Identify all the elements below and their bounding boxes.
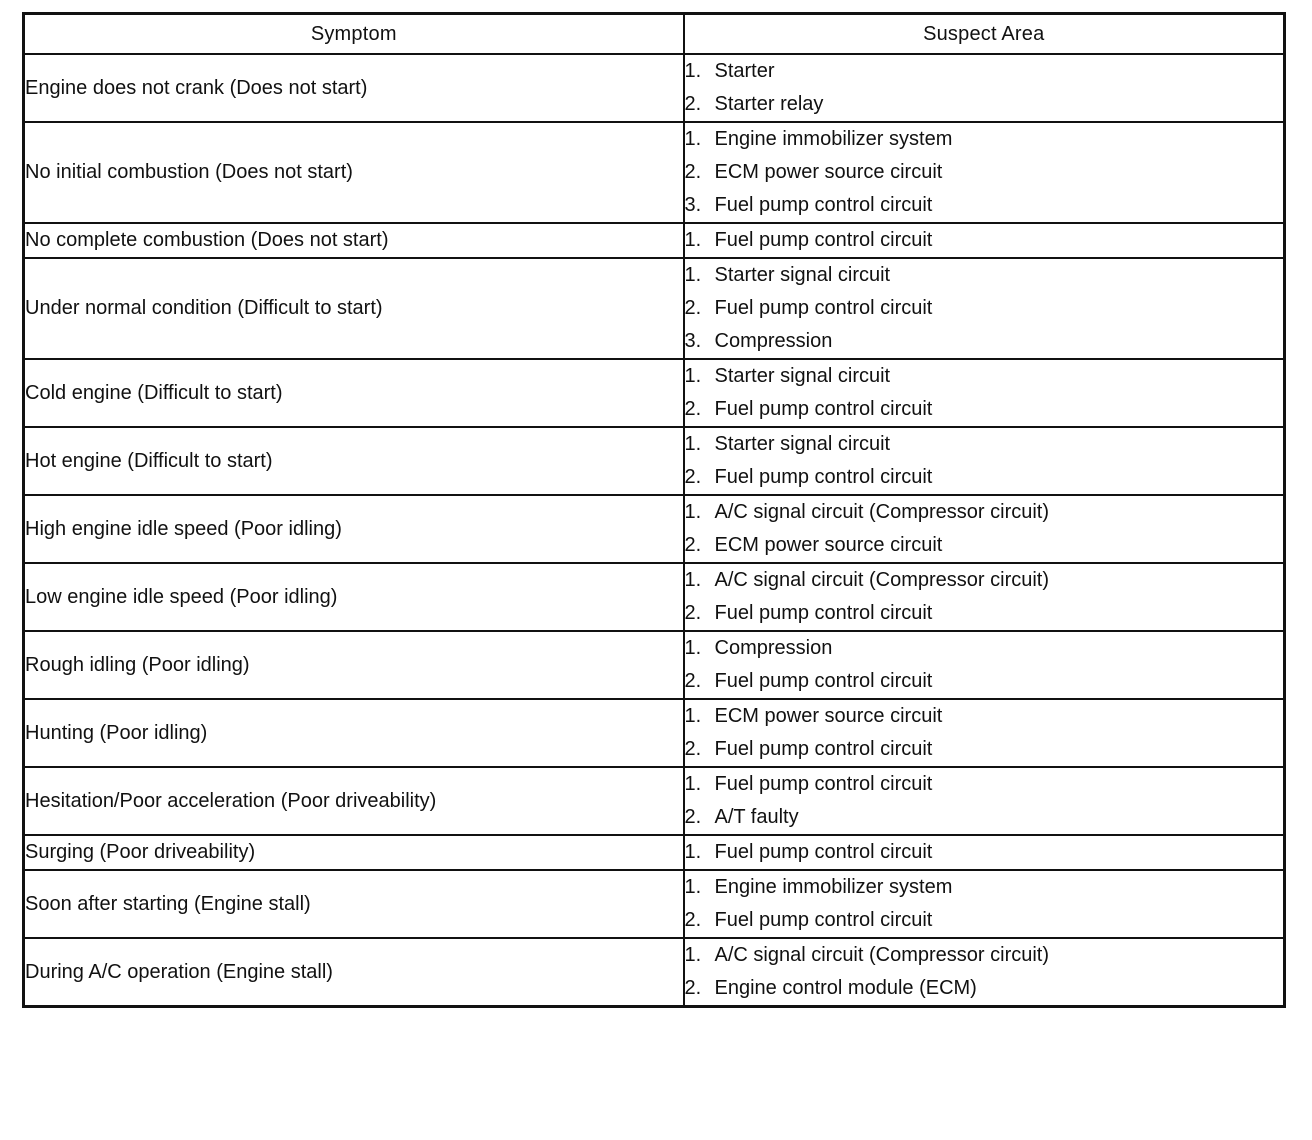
item-number: 2. xyxy=(684,297,702,319)
item-text: ECM power source circuit xyxy=(714,705,943,727)
item-text: Starter signal circuit xyxy=(714,433,891,455)
item-number: 1. xyxy=(684,128,702,150)
item-number: 2. xyxy=(684,738,702,760)
symptom-cell: No initial combustion (Does not start) xyxy=(24,122,684,223)
suspect-area-item xyxy=(685,836,1284,869)
suspect-area-cell xyxy=(684,563,1285,631)
item-number: 1. xyxy=(684,60,702,82)
item-number: 2. xyxy=(684,398,702,420)
item-text: Engine immobilizer system xyxy=(714,128,953,150)
symptom-cell: Hesitation/Poor acceleration (Poor driveability) xyxy=(24,767,684,835)
item-number: 3. xyxy=(684,330,702,352)
item-number: 1. xyxy=(684,637,702,659)
suspect-area-item xyxy=(685,904,1284,937)
suspect-area-cell xyxy=(684,54,1285,122)
suspect-area-item xyxy=(685,123,1284,156)
symptom-cell: Rough idling (Poor idling) xyxy=(24,631,684,699)
item-number: 1. xyxy=(684,433,702,455)
item-number: 1. xyxy=(684,944,702,966)
item-number: 1. xyxy=(684,264,702,286)
suspect-area-list xyxy=(685,55,1284,121)
suspect-area-item xyxy=(685,393,1284,426)
item-number: 2. xyxy=(684,670,702,692)
symptom-cell: Hunting (Poor idling) xyxy=(24,699,684,767)
table-row xyxy=(24,938,1285,1007)
suspect-area-item xyxy=(685,597,1284,630)
suspect-area-cell xyxy=(684,427,1285,495)
suspect-area-item xyxy=(685,564,1284,597)
item-text: Fuel pump control circuit xyxy=(714,602,933,624)
suspect-area-item xyxy=(685,360,1284,393)
item-text: Fuel pump control circuit xyxy=(714,229,933,251)
symptom-table xyxy=(22,12,1286,1008)
item-number: 1. xyxy=(684,501,702,523)
table-body xyxy=(24,54,1285,1007)
symptom-cell: Engine does not crank (Does not start) xyxy=(24,54,684,122)
suspect-area-cell xyxy=(684,699,1285,767)
suspect-area-list xyxy=(685,428,1284,494)
suspect-area-item xyxy=(685,259,1284,292)
suspect-area-item xyxy=(685,665,1284,698)
symptom-cell: Low engine idle speed (Poor idling) xyxy=(24,563,684,631)
item-number: 1. xyxy=(684,229,702,251)
symptom-cell: Surging (Poor driveability) xyxy=(24,835,684,870)
item-number: 3. xyxy=(684,194,702,216)
item-text: Fuel pump control circuit xyxy=(714,670,933,692)
item-number: 2. xyxy=(684,466,702,488)
table-row xyxy=(24,427,1285,495)
item-number: 1. xyxy=(684,569,702,591)
suspect-area-item xyxy=(685,156,1284,189)
item-number: 2. xyxy=(684,602,702,624)
table-row xyxy=(24,767,1285,835)
suspect-area-cell xyxy=(684,938,1285,1007)
item-text: Starter relay xyxy=(714,93,824,115)
symptom-cell: No complete combustion (Does not start) xyxy=(24,223,684,258)
suspect-area-item xyxy=(685,632,1284,665)
item-text: A/T faulty xyxy=(714,806,799,828)
item-text: ECM power source circuit xyxy=(714,534,943,556)
suspect-area-list xyxy=(685,224,1284,257)
item-number: 1. xyxy=(684,365,702,387)
table-row xyxy=(24,699,1285,767)
item-text: ECM power source circuit xyxy=(714,161,943,183)
suspect-area-item xyxy=(685,733,1284,766)
suspect-area-cell xyxy=(684,359,1285,427)
suspect-area-item xyxy=(685,88,1284,121)
item-text: Compression xyxy=(714,637,833,659)
item-number: 2. xyxy=(684,806,702,828)
item-number: 2. xyxy=(684,161,702,183)
item-number: 2. xyxy=(684,93,702,115)
item-number: 1. xyxy=(684,876,702,898)
suspect-area-cell xyxy=(684,223,1285,258)
table-row xyxy=(24,870,1285,938)
symptom-cell: Hot engine (Difficult to start) xyxy=(24,427,684,495)
suspect-area-cell xyxy=(684,258,1285,359)
item-text: Starter xyxy=(714,60,775,82)
header-row xyxy=(24,14,1285,55)
item-text: Fuel pump control circuit xyxy=(714,194,933,216)
table-row xyxy=(24,258,1285,359)
suspect-area-item xyxy=(685,939,1284,972)
suspect-area-list xyxy=(685,360,1284,426)
suspect-area-item xyxy=(685,224,1284,257)
item-text: Engine immobilizer system xyxy=(714,876,953,898)
suspect-area-list xyxy=(685,632,1284,698)
suspect-area-item xyxy=(685,292,1284,325)
item-text: Engine control module (ECM) xyxy=(714,977,977,999)
item-text: Compression xyxy=(714,330,833,352)
symptom-cell: Soon after starting (Engine stall) xyxy=(24,870,684,938)
symptom-header: Symptom xyxy=(24,14,684,55)
item-text: Fuel pump control circuit xyxy=(714,297,933,319)
suspect-area-list xyxy=(685,836,1284,869)
item-text: Fuel pump control circuit xyxy=(714,773,933,795)
item-text: Fuel pump control circuit xyxy=(714,466,933,488)
suspect-area-item xyxy=(685,972,1284,1005)
table-row xyxy=(24,359,1285,427)
item-text: Fuel pump control circuit xyxy=(714,909,933,931)
symptom-cell: High engine idle speed (Poor idling) xyxy=(24,495,684,563)
suspect-area-item xyxy=(685,461,1284,494)
suspect-area-item xyxy=(685,700,1284,733)
suspect-area-item xyxy=(685,55,1284,88)
table-row xyxy=(24,223,1285,258)
suspect-area-item xyxy=(685,768,1284,801)
suspect-area-item xyxy=(685,189,1284,222)
suspect-area-item xyxy=(685,801,1284,834)
suspect-area-cell xyxy=(684,495,1285,563)
item-text: Starter signal circuit xyxy=(714,365,891,387)
item-number: 1. xyxy=(684,841,702,863)
suspect-area-cell xyxy=(684,835,1285,870)
suspect-area-cell xyxy=(684,767,1285,835)
suspect-area-item xyxy=(685,496,1284,529)
document-page xyxy=(22,12,1283,1008)
suspect-area-list xyxy=(685,768,1284,834)
suspect-area-list xyxy=(685,123,1284,222)
table-row xyxy=(24,54,1285,122)
item-text: Fuel pump control circuit xyxy=(714,738,933,760)
item-text: A/C signal circuit (Compressor circuit) xyxy=(714,501,1050,523)
symptom-cell: Under normal condition (Difficult to start) xyxy=(24,258,684,359)
item-text: Starter signal circuit xyxy=(714,264,891,286)
suspect-area-cell xyxy=(684,631,1285,699)
suspect-area-item xyxy=(685,871,1284,904)
table-row xyxy=(24,122,1285,223)
suspect-area-item xyxy=(685,428,1284,461)
item-text: Fuel pump control circuit xyxy=(714,841,933,863)
table-row xyxy=(24,563,1285,631)
suspect-area-list xyxy=(685,564,1284,630)
table-row xyxy=(24,631,1285,699)
suspect-area-list xyxy=(685,939,1284,1005)
item-number: 2. xyxy=(684,977,702,999)
suspect-area-item xyxy=(685,529,1284,562)
suspect-area-cell xyxy=(684,870,1285,938)
item-number: 1. xyxy=(684,705,702,727)
suspect-area-list xyxy=(685,700,1284,766)
suspect-area-header: Suspect Area xyxy=(684,14,1285,55)
item-number: 2. xyxy=(684,534,702,556)
suspect-area-cell xyxy=(684,122,1285,223)
item-text: Fuel pump control circuit xyxy=(714,398,933,420)
symptom-cell: During A/C operation (Engine stall) xyxy=(24,938,684,1007)
suspect-area-list xyxy=(685,259,1284,358)
table-row xyxy=(24,495,1285,563)
item-text: A/C signal circuit (Compressor circuit) xyxy=(714,569,1050,591)
item-number: 1. xyxy=(684,773,702,795)
table-row xyxy=(24,835,1285,870)
symptom-cell: Cold engine (Difficult to start) xyxy=(24,359,684,427)
suspect-area-list xyxy=(685,496,1284,562)
suspect-area-item xyxy=(685,325,1284,358)
item-text: A/C signal circuit (Compressor circuit) xyxy=(714,944,1050,966)
suspect-area-list xyxy=(685,871,1284,937)
item-number: 2. xyxy=(684,909,702,931)
